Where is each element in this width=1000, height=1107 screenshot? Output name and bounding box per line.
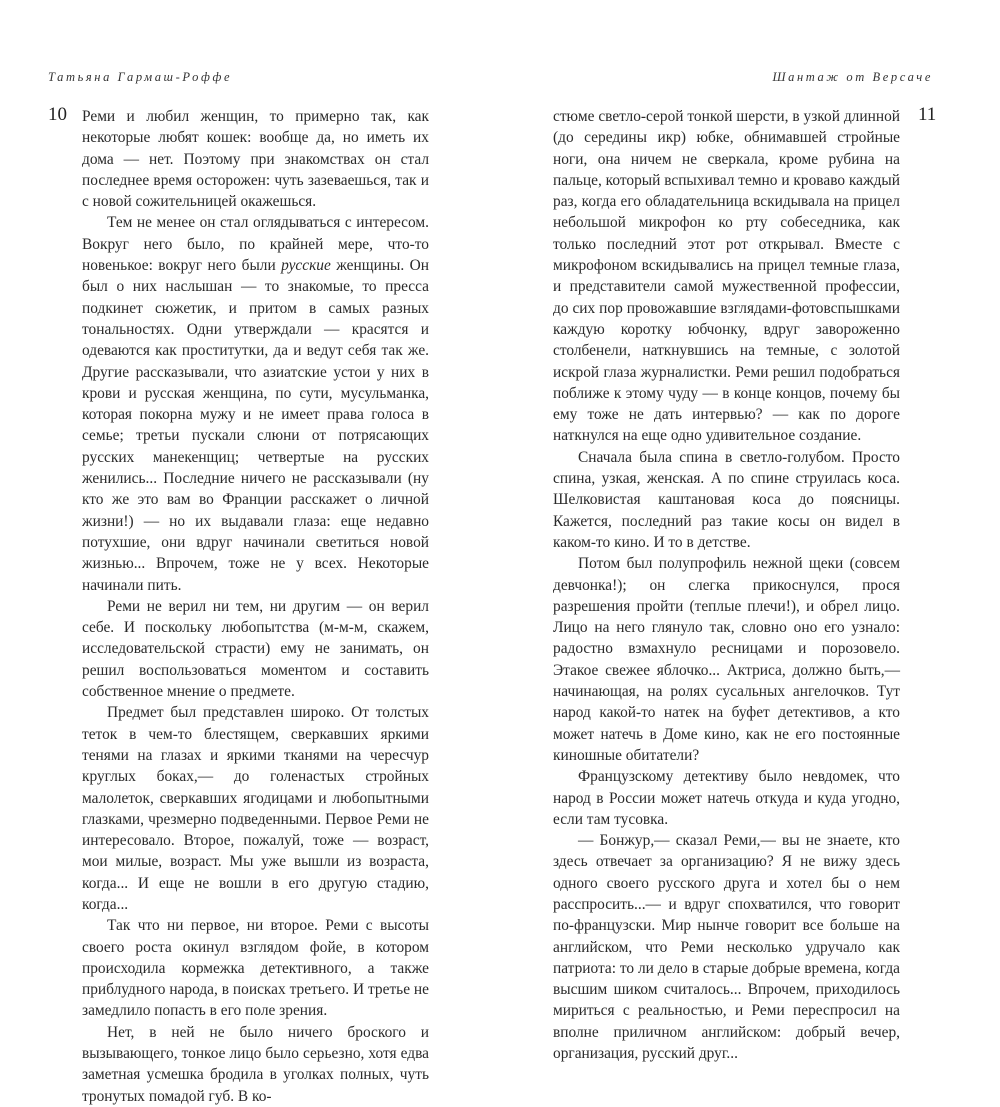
paragraph bbox=[82, 212, 429, 595]
running-head-author: Татьяна Гармаш-Роффе bbox=[48, 70, 233, 84]
emphasized-word: русские bbox=[281, 257, 331, 275]
paragraph: Французскому детективу было невдомек, что народ в России может натечь откуда и куда угодно, если там тусовка. bbox=[553, 768, 900, 828]
page-number: 11 bbox=[918, 104, 937, 125]
text-column bbox=[553, 106, 900, 1064]
paragraph: стюме светло-серой тонкой шерсти, в узкой длинной (до середины икр) юбке, обнимавшей стройные ноги, она ничем не сверкала, кроме рубина на пальце, который вспыхивал темно и кроваво каждый раз, когда его обладательница вскидывала на прицел небольшой микрофон ко рту собеседника, как только последний этот рот открывал. Вместе с микрофоном вскидывались на прицел темные глаза, и представители самой мужественной профессии, до сих пор провожавшие взглядами-фотовспышками каждую коротку юбчонку, вдруг завороженно столбенели, наткнувшись на темные, с золотой искрой глаза журналистки. Реми решил подобраться поближе к этому чуду — в конце концов, почему бы ему тоже не дать интервью? — как по дороге наткнулся на еще одно удивительное создание. bbox=[553, 108, 901, 445]
running-head-title: Шантаж от Версаче bbox=[772, 70, 933, 84]
gutter bbox=[499, 0, 501, 823]
paragraph: Предмет был представлен широко. От толстых теток в чем-то блестящем, сверкавших яркими тенями на глазах и яркими тканями на чересчур круглых боках,— до голенастых стройных малолеток, сверкавших ягодицами и любопытными глазками, чрезмерно подведенными. Первое Реми не интересовало. Второе, пожалуй, тоже — возраст, мои милые, возраст. Мы уже вышли из возраста, когда... И еще не вошли в его другую стадию, когда... bbox=[82, 704, 429, 913]
page-number: 10 bbox=[48, 104, 67, 125]
paragraph: Так что ни первое, ни второе. Реми с высоты своего роста окинул взглядом фойе, в котором происходила кормежка детективного, а также приблудного народа, в поисках третьего. И третье не замедлило попасть в его поле зрения. bbox=[82, 917, 429, 1020]
paragraph-text: Тем не менее он стал оглядываться с интересом. Вокруг него было, по крайней мере, что-то новенькое: вокруг него были bbox=[82, 214, 429, 275]
paragraph: Реми не верил ни тем, ни другим — он верил себе. И поскольку любопытства (м-м-м, скажем, исследовательской страсти) ему не занимать, он решил воспользоваться моментом и составить собственное мнение о предмете. bbox=[82, 597, 429, 701]
paragraph: Нет, в ней не было ничего броского и вызывающего, тонкое лицо было серьезно, хотя едва заметная усмешка бродила в уголках полных, чуть тронутых помадой губ. В ко- bbox=[82, 1023, 429, 1105]
paragraph: Сначала была спина в светло-голубом. Просто спина, узкая, женская. А по спине струилась коса. Шелковистая каштановая коса до поясницы. Кажется, последний раз такие косы он видел в каком-то кино. И то в детстве. bbox=[553, 448, 900, 551]
text-column bbox=[82, 106, 429, 1107]
paragraph: Потом был полупрофиль нежной щеки (совсем девчонка!); он слегка прикоснулся, прося разрешения пройти (теплые плечи!), и обрел лицо. Лицо на него глянуло так, словно оно его узнало: радостно взмахнуло ресницами и порозовело. Этакое свежее яблочко... Актриса, должно быть,— начинающая, на ролях сусальных ангелочков. Тут народ какой-то натек на буфет детективов, а кто может натечь в Доме кино, как не его постоянные киношные обитатели? bbox=[553, 555, 900, 764]
paragraph-text: женщины. Он был о них наслышан — то знакомые, то пресса подкинет сюжетик, и притом в самых разных тональностях. Одни утверждали — красятся и одеваются как проститутки, да и ведут себя так же. Другие рассказывали, что азиатские устои у них в крови и русская женщина, по сути, мусульманка, которая покорна мужу и не имеет права голоса в семье; третьи пускали слюни от потрясающих русских манекенщиц; четвертые на русских женились... Последние ничего не рассказывали (ну кто же это вам во Франции расскажет о личной жизни!) — но их выдавали глаза: еще недавно потухшие, они вдруг начинали светиться новой жизнью... Впрочем, тоже не у всех. Некоторые начинали пить. bbox=[82, 257, 429, 594]
paragraph: Реми и любил женщин, то примерно так, как некоторые любят кошек: вообще да, но иметь их дома — нет. Поэтому при знакомствах он стал последнее время осторожен: чуть зазеваешься, так и с новой сожительницей окажешься. bbox=[82, 108, 429, 211]
paragraph: — Бонжур,— сказал Реми,— вы не знаете, кто здесь отвечает за организацию? Я не вижу здесь одного своего русского друга и хотел бы о нем расспросить...— и вдруг спохватился, что говорит по-французски. Мир нынче говорит все больше на английском, что Реми несколько удручало как патриота: то ли дело в старые добрые времена, когда высшим шиком считалось... Впрочем, приходилось мириться с реальностью, и Реми переспросил на вполне приличном английском: добрый вечер, организация, русский друг... bbox=[553, 832, 900, 1063]
